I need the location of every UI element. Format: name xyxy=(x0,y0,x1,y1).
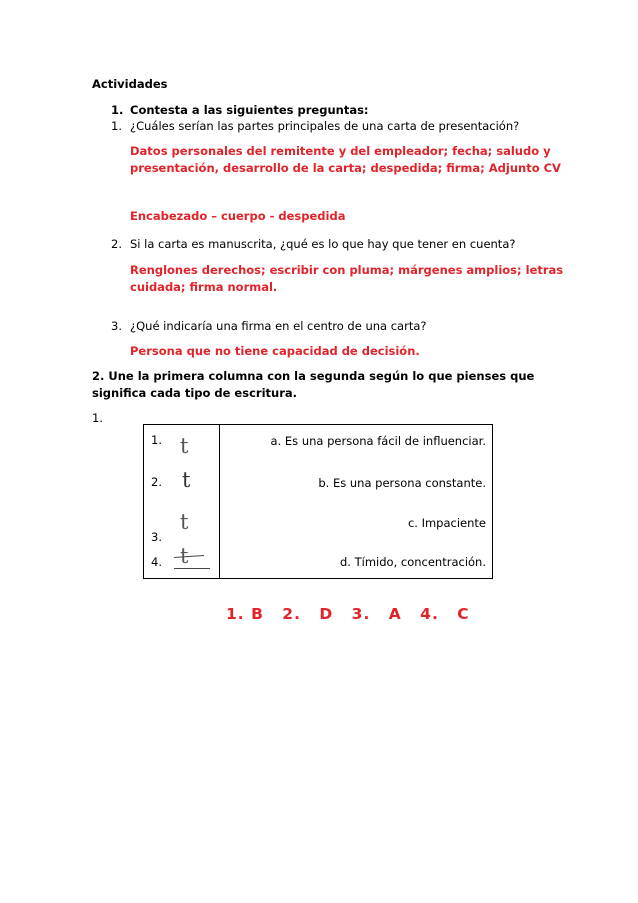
right-column xyxy=(220,425,493,579)
option-d: d. Tímido, concentración. xyxy=(340,555,486,569)
left-item-1: 1. xyxy=(151,433,162,447)
page-title: Actividades xyxy=(92,77,168,91)
option-c: c. Impaciente xyxy=(407,516,486,530)
answer-key-item: A xyxy=(388,605,402,623)
answer-key-item: C xyxy=(457,605,470,623)
answer-key-item: 4. xyxy=(420,605,439,623)
question-2-text: Si la carta es manuscrita, ¿qué es lo que hay que tener en cuenta? xyxy=(130,237,516,251)
left-column xyxy=(144,425,220,579)
matching-table xyxy=(143,424,493,579)
question-1-number: 1. xyxy=(111,119,122,133)
answer-key-item: 3. xyxy=(351,605,371,623)
left-item-2: 2. xyxy=(151,475,162,489)
question-3-text: ¿Qué indicaría una firma en el centro de una carta? xyxy=(130,319,427,333)
section1-heading: Contesta a las siguientes preguntas: xyxy=(130,103,369,117)
answer-key-item: D xyxy=(319,605,334,623)
left-item-4: 4. xyxy=(151,555,162,569)
answer-key-item: 2. xyxy=(282,605,301,623)
question-1-text: ¿Cuáles serían las partes principales de una carta de presentación? xyxy=(130,119,520,133)
answer-1-parts: Encabezado – cuerpo - despedida xyxy=(130,209,346,223)
option-b: b. Es una persona constante. xyxy=(318,476,486,490)
handwritten-t-3-image: t xyxy=(180,510,189,534)
option-a: a. Es una persona fácil de influenciar. xyxy=(270,434,486,448)
question-3-number: 3. xyxy=(111,319,122,333)
handwritten-t-4-crossbar xyxy=(174,555,204,558)
question-2-number: 2. xyxy=(111,237,122,251)
section2-heading-line2: significa cada tipo de escritura. xyxy=(92,386,297,400)
answer-2-line2: cuidada; firma normal. xyxy=(130,280,278,294)
handwritten-t-2-image: t xyxy=(182,468,191,492)
handwritten-t-1-image: t xyxy=(180,434,189,458)
section1-heading-number: 1. xyxy=(111,103,124,117)
left-item-3: 3. xyxy=(151,530,162,544)
answer-2-line1: Renglones derechos; escribir con pluma; márgenes amplios; letras xyxy=(130,263,564,277)
handwritten-t-4-underline xyxy=(174,568,210,569)
answer-1-line2: presentación, desarrollo de la carta; despedida; firma; Adjunto CV xyxy=(130,161,561,175)
section2-sub-number: 1. xyxy=(92,411,103,425)
answer-key xyxy=(226,605,482,623)
answer-key-item: 1. B xyxy=(226,605,264,623)
answer-1-line1: Datos personales del remitente y del empleador; fecha; saludo y xyxy=(130,144,551,158)
answer-3: Persona que no tiene capacidad de decisión. xyxy=(130,344,420,358)
section2-heading-line1: 2. Une la primera columna con la segunda según lo que pienses que xyxy=(92,369,535,383)
